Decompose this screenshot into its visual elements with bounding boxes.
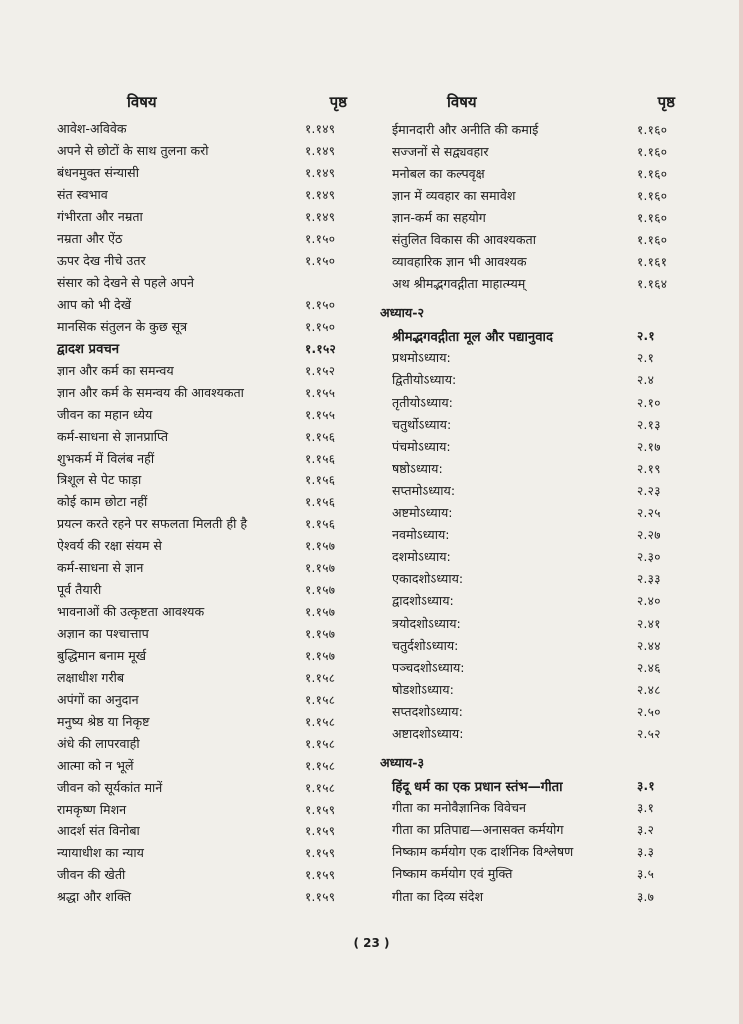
toc-entry[interactable]: [57, 732, 347, 754]
entry-title: व्यावहारिक ज्ञान भी आवश्यक: [392, 254, 527, 270]
page-heading: पृष्ठ: [329, 93, 347, 111]
entry-title: श्रद्धा और शक्ति: [57, 889, 132, 905]
entry-title: अष्टादशोऽध्याय:: [392, 725, 464, 741]
subject-heading: विषय: [127, 93, 157, 111]
entry-title: निष्काम कर्मयोग एवं मुक्ति: [392, 866, 513, 882]
entry-page: १.१५२: [305, 363, 336, 378]
entry-page: २.५२: [637, 726, 661, 741]
entry-title: नवमोऽध्याय:: [392, 527, 450, 543]
toc-entry[interactable]: [392, 369, 675, 391]
entry-page: १.१५७: [305, 539, 336, 554]
entry-page: १.१६०: [637, 166, 668, 181]
entry-title: पंचमोऽध्याय:: [392, 438, 451, 454]
entry-title: संतुलित विकास की आवश्यकता: [392, 232, 536, 248]
entry-page: २.४०: [637, 594, 661, 609]
entry-title: ऐश्वर्य की रक्षा संयम से: [57, 538, 162, 554]
entry-title: अंधे की लापरवाही: [57, 735, 140, 751]
toc-entry[interactable]: [57, 798, 347, 820]
entry-page: १.१५०: [305, 232, 336, 247]
toc-entry[interactable]: [57, 710, 347, 732]
entry-page: १.१५५: [305, 385, 336, 400]
toc-entry[interactable]: [57, 381, 347, 403]
toc-entry[interactable]: [57, 601, 347, 623]
entry-title: अष्टमोऽध्याय:: [392, 505, 453, 521]
entry-page: १.१५६: [305, 451, 336, 466]
toc-entry[interactable]: [392, 162, 675, 184]
entry-page: १.१५२: [305, 341, 337, 356]
entry-page: १.१५८: [305, 692, 336, 707]
entry-title: ज्ञान में व्यवहार का समावेश: [392, 187, 516, 203]
entry-page: २.४८: [637, 682, 661, 697]
entry-page: १.१५९: [305, 868, 336, 883]
entry-page: १.१५७: [305, 561, 336, 576]
entry-page: १.१५७: [305, 605, 336, 620]
entry-title: ऊपर देख नीचे उतर: [57, 253, 146, 269]
entry-title: आदर्श संत विनोबा: [57, 823, 140, 839]
entry-page: १.१६४: [637, 277, 668, 292]
toc-entry[interactable]: [57, 294, 347, 316]
toc-entry[interactable]: [57, 250, 347, 272]
entry-title: बंधनमुक्त संन्यासी: [57, 165, 139, 181]
entry-page: १.१४९: [305, 188, 336, 203]
toc-entry[interactable]: [392, 885, 675, 907]
entry-page: २.१३: [637, 417, 661, 432]
toc-entry[interactable]: [392, 140, 675, 162]
entry-title: अपने से छोटों के साथ तुलना करो: [57, 143, 209, 159]
toc-entry[interactable]: [392, 273, 675, 295]
entry-page: १.१६०: [637, 210, 668, 225]
entry-page: १.१५५: [305, 407, 336, 422]
entry-page: १.१५६: [305, 429, 336, 444]
toc-entry[interactable]: [57, 272, 347, 294]
toc-entry[interactable]: [57, 491, 347, 513]
page-heading: पृष्ठ: [657, 93, 675, 111]
entry-title: सप्तमोऽध्याय:: [392, 482, 456, 498]
toc-entry[interactable]: [57, 206, 347, 228]
entry-title: ज्ञान और कर्म के समन्वय की आवश्यकता: [57, 384, 244, 400]
toc-entry[interactable]: [57, 447, 347, 469]
entry-title: द्वादश प्रवचन: [57, 342, 120, 358]
toc-entry[interactable]: [392, 841, 675, 863]
entry-page: २.२५: [637, 506, 661, 521]
toc-entry[interactable]: [57, 535, 347, 557]
entry-page: २.१९: [637, 461, 661, 476]
entry-page: २.२७: [637, 528, 661, 543]
entry-title: सप्तदशोऽध्याय:: [392, 703, 463, 719]
entry-page: १.१५०: [305, 297, 336, 312]
entry-page: १.१४९: [305, 144, 336, 159]
toc-entry[interactable]: [57, 666, 347, 688]
entry-title: चतुर्थोऽध्याय:: [392, 416, 452, 432]
toc-entry[interactable]: [57, 842, 347, 864]
toc-entry[interactable]: [392, 590, 675, 612]
entry-title: एकादशोऽध्याय:: [392, 571, 464, 587]
entry-page: १.१४९: [305, 210, 336, 225]
toc-entry[interactable]: [57, 228, 347, 250]
toc-entry[interactable]: [57, 315, 347, 337]
toc-entry[interactable]: [392, 546, 675, 568]
entry-title: गीता का दिव्य संदेश: [392, 888, 484, 904]
chapter-heading: अध्याय-३: [380, 755, 425, 771]
toc-entry[interactable]: [57, 162, 347, 184]
toc-entry[interactable]: [57, 645, 347, 667]
entry-page: २.४६: [637, 660, 661, 675]
entry-page: १.१६०: [637, 233, 668, 248]
toc-entry[interactable]: [57, 513, 347, 535]
toc-entry[interactable]: [57, 864, 347, 886]
entry-page: १.१४९: [305, 166, 336, 181]
entry-title: रामकृष्ण मिशन: [57, 801, 127, 817]
entry-page: १.१५७: [305, 583, 336, 598]
toc-entry[interactable]: [57, 776, 347, 798]
entry-title: सज्जनों से सद्व्यवहार: [392, 143, 489, 159]
entry-page: २.४१: [637, 616, 661, 631]
toc-entry[interactable]: [57, 425, 347, 447]
toc-entry[interactable]: [392, 568, 675, 590]
entry-title: दशमोऽध्याय:: [392, 549, 451, 565]
toc-entry[interactable]: [392, 722, 675, 744]
entry-title: त्रयोदशोऽध्याय:: [392, 615, 461, 631]
entry-title: पञ्चदशोऽध्याय:: [392, 659, 465, 675]
entry-page: २.१७: [637, 439, 661, 454]
toc-entry[interactable]: [57, 337, 347, 359]
entry-title: द्वितीयोऽध्याय:: [392, 372, 457, 388]
toc-entry[interactable]: [392, 206, 675, 228]
entry-title: अथ श्रीमद्भगवद्गीता माहात्म्यम्: [392, 276, 526, 292]
toc-list: [380, 118, 675, 907]
entry-title: बुद्धिमान बनाम मूर्ख: [57, 647, 147, 663]
toc-right-column: [380, 92, 675, 907]
entry-title: मानसिक संतुलन के कुछ सूत्र: [57, 318, 188, 334]
entry-page: २.१: [637, 329, 655, 344]
entry-page: १.१५६: [305, 517, 336, 532]
entry-page: २.४४: [637, 638, 661, 653]
entry-title: शुभकर्म में विलंब नहीं: [57, 450, 155, 466]
entry-title: षष्ठोऽध्याय:: [392, 460, 443, 476]
subject-heading: विषय: [447, 93, 477, 111]
entry-page: १.१५०: [305, 254, 336, 269]
entry-title: ईमानदारी और अनीति की कमाई: [392, 121, 539, 137]
toc-entry[interactable]: [392, 347, 675, 369]
entry-page: २.३०: [637, 550, 661, 565]
toc-header: [392, 92, 675, 118]
toc-entry[interactable]: [392, 634, 675, 656]
toc-entry[interactable]: [392, 700, 675, 722]
entry-page: ३.२: [637, 823, 655, 838]
entry-title: अपंगों का अनुदान: [57, 691, 139, 707]
toc-entry[interactable]: [57, 579, 347, 601]
entry-title: जीवन की खेती: [57, 867, 126, 883]
toc-entry[interactable]: [392, 612, 675, 634]
entry-page: १.१५९: [305, 890, 336, 905]
entry-title: आप को भी देखें: [57, 296, 132, 312]
toc-entry[interactable]: [57, 184, 347, 206]
toc-entry[interactable]: [392, 118, 675, 140]
toc-entry[interactable]: [392, 251, 675, 273]
entry-title: कर्म-साधना से ज्ञानप्राप्ति: [57, 428, 169, 444]
entry-page: ३.१: [637, 801, 655, 816]
toc-header: [57, 92, 347, 118]
entry-title: ज्ञान-कर्म का सहयोग: [392, 209, 486, 225]
toc-entry[interactable]: [57, 820, 347, 842]
entry-title: निष्काम कर्मयोग एक दार्शनिक विश्लेषण: [392, 844, 574, 860]
entry-title: अज्ञान का पश्चात्ताप: [57, 626, 149, 642]
entry-page: १.१६०: [637, 122, 668, 137]
entry-title: जीवन को सूर्यकांत मानें: [57, 779, 163, 795]
toc-entry[interactable]: [392, 184, 675, 206]
entry-title: प्रथमोऽध्याय:: [392, 350, 451, 366]
entry-page: २.१०: [637, 395, 661, 410]
entry-title: ज्ञान और कर्म का समन्वय: [57, 362, 174, 378]
toc-entry[interactable]: [392, 678, 675, 700]
toc-list: [57, 118, 347, 908]
toc-left-column: [57, 92, 347, 908]
toc-entry[interactable]: [392, 863, 675, 885]
entry-title: नम्रता और ऐंठ: [57, 231, 123, 247]
entry-page: १.१६१: [637, 255, 668, 270]
entry-title: जीवन का महान ध्येय: [57, 406, 153, 422]
toc-entry[interactable]: [392, 325, 675, 347]
entry-page: १.१५७: [305, 648, 336, 663]
entry-title: त्रिशूल से पेट फाड़ा: [57, 472, 142, 488]
toc-entry[interactable]: [57, 886, 347, 908]
entry-page: ३.३: [637, 845, 655, 860]
entry-page: १.१५८: [305, 670, 336, 685]
toc-entry[interactable]: [392, 228, 675, 250]
entry-page: १.१५८: [305, 758, 336, 773]
toc-entry[interactable]: [392, 391, 675, 413]
entry-title: हिंदू धर्म का एक प्रधान स्तंभ—गीता: [392, 779, 563, 795]
entry-title: प्रयत्न करते रहने पर सफलता मिलती ही है: [57, 516, 248, 532]
toc-entry[interactable]: [392, 656, 675, 678]
entry-page: २.३३: [637, 572, 661, 587]
entry-page: १.१५९: [305, 824, 336, 839]
toc-entry[interactable]: [392, 775, 675, 797]
toc-entry[interactable]: [57, 469, 347, 491]
entry-title: तृतीयोऽध्याय:: [392, 394, 453, 410]
entry-title: लक्षाधीश गरीब: [57, 669, 125, 685]
entry-page: २.२३: [637, 483, 661, 498]
entry-page: १.१५८: [305, 780, 336, 795]
entry-title: द्वादशोऽध्याय:: [392, 593, 454, 609]
page-edge: [739, 0, 743, 1024]
entry-page: १.१५९: [305, 802, 336, 817]
toc-entry[interactable]: [392, 479, 675, 501]
entry-page: १.१५९: [305, 846, 336, 861]
entry-page: १.१५६: [305, 473, 336, 488]
entry-title: श्रीमद्भगवद्गीता मूल और पद्यानुवाद: [392, 329, 553, 345]
entry-title: संत स्वभाव: [57, 187, 108, 203]
entry-page: २.१: [637, 351, 655, 366]
entry-title: पूर्व तैयारी: [57, 582, 102, 598]
entry-page: १.१५०: [305, 319, 336, 334]
toc-entry[interactable]: [57, 118, 347, 140]
toc-entry[interactable]: [392, 457, 675, 479]
toc-entry[interactable]: [57, 359, 347, 381]
entry-title: गीता का मनोवैज्ञानिक विवेचन: [392, 800, 527, 816]
entry-title: आवेश-अविवेक: [57, 121, 127, 137]
entry-page: १.१५८: [305, 714, 336, 729]
entry-page: ३.५: [637, 867, 655, 882]
entry-page: १.१५६: [305, 495, 336, 510]
toc-entry[interactable]: [392, 797, 675, 819]
entry-title: कर्म-साधना से ज्ञान: [57, 560, 144, 576]
entry-page: १.१६०: [637, 188, 668, 203]
page-number: ( 23 ): [353, 936, 390, 950]
entry-page: १.१६०: [637, 144, 668, 159]
entry-page: ३.७: [637, 889, 655, 904]
entry-page: ३.१: [637, 779, 655, 794]
toc-entry[interactable]: [392, 502, 675, 524]
entry-page: १.१५८: [305, 736, 336, 751]
entry-title: षोडशोऽध्याय:: [392, 681, 454, 697]
toc-entry[interactable]: [392, 435, 675, 457]
chapter-heading: अध्याय-२: [380, 305, 425, 321]
entry-page: १.१४९: [305, 122, 336, 137]
toc-entry[interactable]: [57, 754, 347, 776]
entry-title: कोई काम छोटा नहीं: [57, 494, 148, 510]
entry-page: १.१५७: [305, 627, 336, 642]
toc-entry[interactable]: [57, 403, 347, 425]
entry-title: मनुष्य श्रेष्ठ या निकृष्ट: [57, 713, 150, 729]
entry-title: गीता का प्रतिपाद्य—अनासक्त कर्मयोग: [392, 822, 564, 838]
toc-entry[interactable]: [392, 524, 675, 546]
entry-page: २.५०: [637, 704, 661, 719]
toc-entry[interactable]: [57, 140, 347, 162]
entry-title: भावनाओं की उत्कृष्टता आवश्यक: [57, 604, 205, 620]
toc-entry[interactable]: [57, 557, 347, 579]
toc-entry[interactable]: [392, 413, 675, 435]
entry-title: गंभीरता और नम्रता: [57, 209, 143, 225]
entry-title: मनोबल का कल्पवृक्ष: [392, 165, 485, 181]
entry-title: चतुर्दशोऽध्याय:: [392, 637, 459, 653]
entry-title: न्यायाधीश का न्याय: [57, 845, 144, 861]
toc-entry[interactable]: [392, 819, 675, 841]
entry-title: आत्मा को न भूलें: [57, 757, 134, 773]
entry-title: संसार को देखने से पहले अपने: [57, 275, 195, 291]
entry-page: २.४: [637, 373, 655, 388]
toc-entry[interactable]: [57, 688, 347, 710]
toc-entry[interactable]: [57, 623, 347, 645]
